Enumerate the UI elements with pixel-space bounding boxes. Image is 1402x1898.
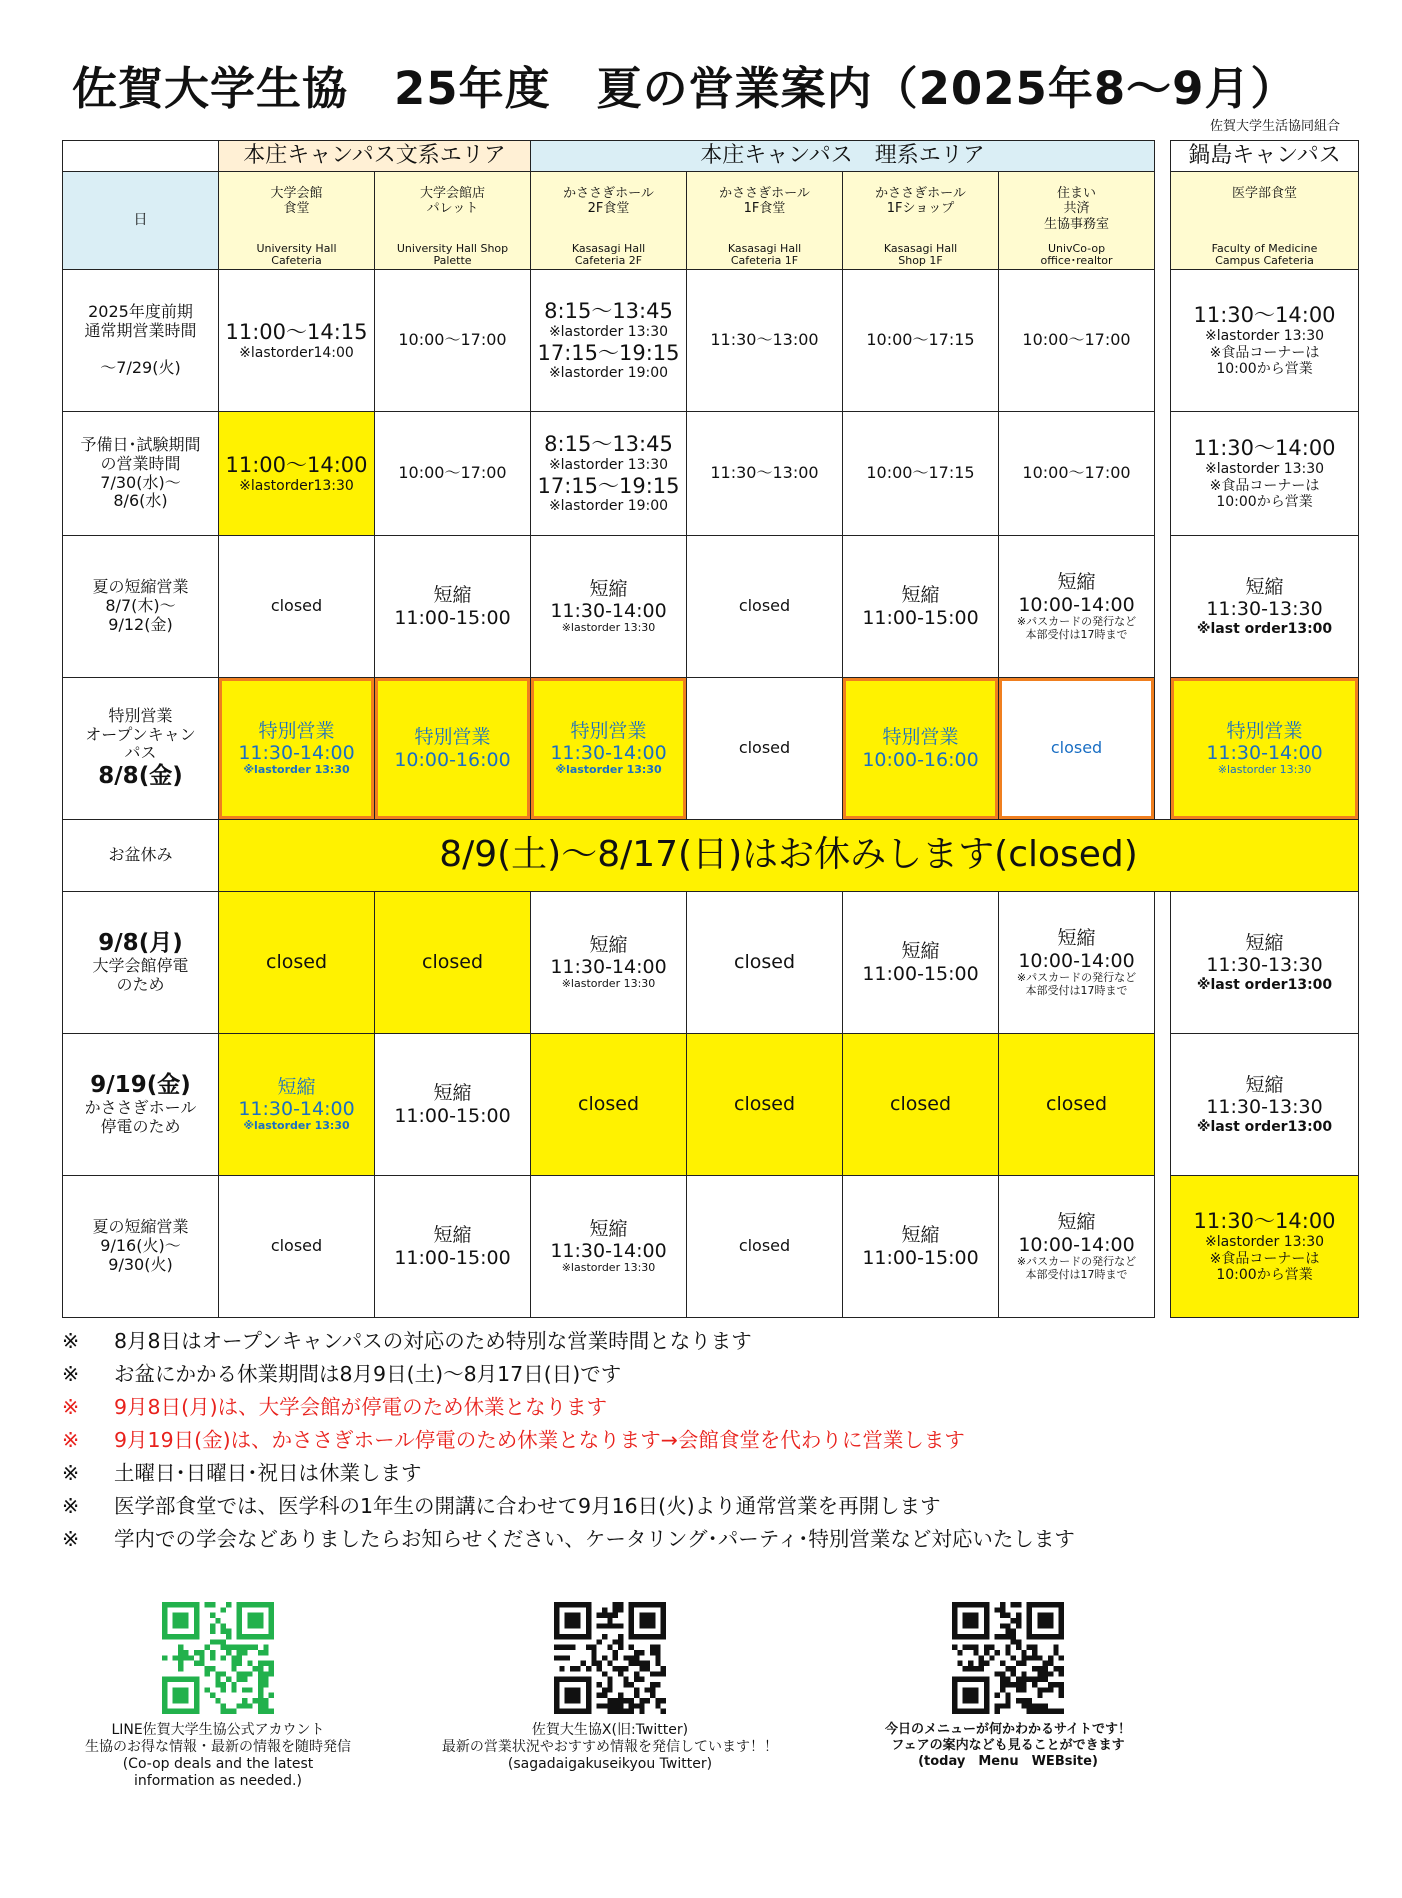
location-header-row xyxy=(63,172,1359,270)
schedule-cell xyxy=(375,412,531,536)
row-label-line: かささぎホール xyxy=(84,1098,197,1118)
schedule-cell xyxy=(531,1176,687,1318)
schedule-cell xyxy=(1171,892,1359,1034)
row-label xyxy=(63,536,219,678)
cell-value: closed xyxy=(578,1093,639,1116)
row-label-line: オープンキャン xyxy=(85,724,196,744)
cell-line: 11:30-14:00 xyxy=(550,742,667,765)
location-name-en: University Hall Cafeteria xyxy=(256,241,337,267)
row-label: お盆休み xyxy=(63,820,219,892)
row-label-line: 9/12(金) xyxy=(108,614,173,634)
cell-line: ※last order13:00 xyxy=(1196,976,1333,993)
cell-line: 特別営業 xyxy=(882,726,959,749)
note-text: 学内での学会などありましたらお知らせください、ケータリング･パーティ･特別営業など対応いたします xyxy=(114,1527,1075,1551)
note-text: 8月8日はオープンキャンパスの対応のため特別な営業時間となります xyxy=(114,1329,752,1353)
qr-caption-line: (Co-op deals and the latest xyxy=(122,1756,314,1773)
schedule-cell xyxy=(219,892,375,1034)
schedule-cell xyxy=(843,1034,999,1176)
loc-header xyxy=(531,172,687,270)
schedule-cell xyxy=(531,678,687,820)
note-mark: ※ xyxy=(62,1395,80,1419)
cell-line: ※lastorder 19:00 xyxy=(548,498,669,515)
note-text: 9月8日(月)は、大学会館が停電のため休業となります xyxy=(114,1395,608,1419)
note-mark: ※ xyxy=(62,1494,80,1518)
schedule-cell xyxy=(999,892,1155,1034)
qr-caption-line: (sagadaigakuseikyou Twitter) xyxy=(507,1756,713,1773)
date-header: 日 xyxy=(63,172,219,270)
qr-menu-website xyxy=(856,1602,1160,1770)
cell-line: 11:30～14:00 xyxy=(1193,1209,1336,1234)
row-sep19 xyxy=(63,1034,1359,1176)
schedule-cell xyxy=(219,678,375,820)
cell-line: 10:00から営業 xyxy=(1216,494,1313,511)
cell-line: ※lastorder 13:30 xyxy=(548,323,669,340)
note-text: 医学部食堂では、医学科の1年生の開講に合わせて9月16日(火)より通常営業を再開します xyxy=(114,1494,941,1518)
schedule-cell xyxy=(999,412,1155,536)
schedule-cell xyxy=(999,1176,1155,1318)
menu-web-qr-icon[interactable] xyxy=(952,1602,1064,1714)
schedule-cell xyxy=(687,270,843,412)
cell-line: 10:00-14:00 xyxy=(1018,593,1135,616)
cell-line: ※lastorder 13:30 xyxy=(555,763,662,777)
row-label-line: 夏の短縮営業 xyxy=(92,577,189,597)
cell-line: 11:30-14:00 xyxy=(550,956,667,979)
schedule-cell xyxy=(1171,1176,1359,1318)
cell-line: 11:30-14:00 xyxy=(1206,742,1323,765)
schedule-cell xyxy=(843,412,999,536)
note-mark: ※ xyxy=(62,1428,80,1452)
cell-value: closed xyxy=(270,596,323,616)
cell-line: ※lastorder14:00 xyxy=(239,344,354,361)
cell-value: closed xyxy=(1050,738,1103,758)
note-item xyxy=(62,1523,1075,1556)
cell-line: 11:30～14:00 xyxy=(1193,436,1336,461)
cell-line: 11:00～14:15 xyxy=(225,319,368,344)
schedule-cell xyxy=(687,678,843,820)
row-label-line: 9/16(火)～ xyxy=(100,1236,181,1256)
cell-line: 11:30-14:00 xyxy=(550,600,667,623)
location-name-en: Kasasagi Hall Cafeteria 2F xyxy=(571,241,646,267)
row-label xyxy=(63,1034,219,1176)
cell-line: 17:15～19:15 xyxy=(537,473,680,498)
twitter-qr-icon[interactable] xyxy=(554,1602,666,1714)
qr-caption-line: 生協のお得な情報・最新の情報を随時発信 xyxy=(85,1739,351,1756)
row-open-campus xyxy=(63,678,1359,820)
cell-line: 11:30～14:00 xyxy=(1193,303,1336,328)
cell-line: 11:30-14:00 xyxy=(238,742,355,765)
cell-line: 10:00-14:00 xyxy=(1018,949,1135,972)
schedule-cell xyxy=(531,270,687,412)
row-exam xyxy=(63,412,1359,536)
cell-line: 短縮 xyxy=(901,584,940,607)
cell-line: 短縮 xyxy=(1057,927,1096,950)
schedule-cell xyxy=(219,1176,375,1318)
note-text: お盆にかかる休業期間は8月9日(土)～8月17日(日)です xyxy=(114,1362,622,1386)
row-label xyxy=(63,678,219,820)
cell-line: 10:00-16:00 xyxy=(394,748,511,771)
row-summer-short-1 xyxy=(63,536,1359,678)
location-name-en: Kasasagi Hall Shop 1F xyxy=(883,241,958,267)
schedule-cell xyxy=(219,536,375,678)
cell-line: ※lastorder 13:30 xyxy=(561,621,656,635)
schedule-cell xyxy=(1171,412,1359,536)
cell-line: 本部受付は17時まで xyxy=(1025,1267,1128,1281)
cell-value: 10:00～17:00 xyxy=(398,463,507,483)
obon-closed-banner: 8/9(土)～8/17(日)はお休みします(closed) xyxy=(219,820,1359,892)
row-label-line: 特別営業 xyxy=(108,705,173,725)
cell-value: closed xyxy=(1046,1093,1108,1116)
schedule-cell xyxy=(843,678,999,820)
schedule-cell xyxy=(531,1034,687,1176)
location-name-en: UnivCo-op office･realtor xyxy=(1040,241,1113,267)
qr-caption-line: LINE佐賀大学生協公式アカウント xyxy=(111,1722,325,1738)
schedule-cell xyxy=(219,412,375,536)
schedule-cell xyxy=(999,678,1155,820)
schedule-cell xyxy=(687,536,843,678)
schedule-cell xyxy=(843,892,999,1034)
cell-line: ※lastorder 13:30 xyxy=(1204,328,1325,345)
cell-line: 短縮 xyxy=(589,1217,628,1240)
row-label-line: 9/19(金) xyxy=(90,1072,191,1099)
row-label-line: 7/30(水)～ xyxy=(100,472,181,492)
cell-line: 短縮 xyxy=(589,933,628,956)
row-label xyxy=(63,270,219,412)
schedule-cell xyxy=(999,1034,1155,1176)
qr-caption-line: 今日のメニューが何かわかるサイトです！ xyxy=(884,1722,1132,1737)
location-name-en: Kasasagi Hall Cafeteria 1F xyxy=(727,241,802,267)
cell-line: ※lastorder 13:30 xyxy=(1217,763,1312,777)
row-label xyxy=(63,1176,219,1318)
schedule-table xyxy=(62,140,1359,1318)
cell-line: 11:30-13:30 xyxy=(1206,1096,1323,1119)
cell-line: 短縮 xyxy=(589,577,628,600)
cell-line: 短縮 xyxy=(1245,931,1284,954)
row-label-line: 8/7(木)～ xyxy=(105,596,176,616)
cell-line: 11:00-15:00 xyxy=(862,1246,979,1269)
page-title: 佐賀大学生協 25年度 夏の営業案内（2025年8～9月） xyxy=(72,62,1297,115)
row-label-line: パス xyxy=(124,743,157,763)
row-label-line: 通常期営業時間 xyxy=(84,320,197,340)
loc-header xyxy=(375,172,531,270)
cell-line: 11:30-13:30 xyxy=(1206,954,1323,977)
location-name: 大学会館 食堂 xyxy=(270,186,323,217)
location-name-en: Faculty of Medicine Campus Cafeteria xyxy=(1211,241,1318,267)
cell-value: closed xyxy=(266,951,327,974)
cell-line: ※lastorder 13:30 xyxy=(548,456,669,473)
row-label-line: 予備日･試験期間 xyxy=(80,434,201,454)
cell-line: 11:30-14:00 xyxy=(550,1240,667,1263)
note-text: 土曜日･日曜日･祝日は休業します xyxy=(114,1461,422,1485)
cell-line: ※パスカードの発行など xyxy=(1016,970,1137,984)
loc-header xyxy=(687,172,843,270)
cell-line: 11:00-15:00 xyxy=(862,962,979,985)
row-label-line: 停電のため xyxy=(100,1117,181,1137)
note-item xyxy=(62,1424,1075,1457)
row-label-line: 夏の短縮営業 xyxy=(92,1217,189,1237)
notes-list xyxy=(62,1325,1075,1556)
row-label-line: 9/30(火) xyxy=(108,1254,173,1274)
cell-line: 本部受付は17時まで xyxy=(1025,983,1128,997)
cell-value: 10:00～17:00 xyxy=(1022,330,1131,350)
area-header-blank xyxy=(63,141,219,172)
cell-line: ※パスカードの発行など xyxy=(1016,1254,1137,1268)
cell-value: closed xyxy=(738,596,791,616)
cell-value: closed xyxy=(734,951,795,974)
qr-caption-line: information as needed.) xyxy=(134,1773,302,1790)
cell-value: 11:30～13:00 xyxy=(710,330,819,350)
cell-line: 短縮 xyxy=(1057,1211,1096,1234)
cell-line: 短縮 xyxy=(901,940,940,963)
cell-line: 11:00-15:00 xyxy=(394,606,511,629)
location-name: かささぎホール 1Fショップ xyxy=(875,186,966,217)
cell-line: ※パスカードの発行など xyxy=(1016,614,1137,628)
schedule-cell xyxy=(531,412,687,536)
cell-line: ※last order13:00 xyxy=(1196,1118,1333,1135)
loc-header xyxy=(1171,172,1359,270)
row-obon xyxy=(63,820,1359,892)
cell-line: 10:00-16:00 xyxy=(862,748,979,771)
row-label-line xyxy=(65,341,216,360)
row-summer-short-2 xyxy=(63,1176,1359,1318)
qr-line xyxy=(66,1602,370,1790)
schedule-cell xyxy=(531,536,687,678)
row-label xyxy=(63,412,219,536)
note-item xyxy=(62,1490,1075,1523)
row-label-line: のため xyxy=(116,975,165,995)
note-item xyxy=(62,1457,1075,1490)
note-mark: ※ xyxy=(62,1461,80,1485)
schedule-cell xyxy=(375,678,531,820)
schedule-cell xyxy=(1171,678,1359,820)
cell-line: 短縮 xyxy=(901,1224,940,1247)
cell-line: ※lastorder 19:00 xyxy=(548,365,669,382)
cell-line: 特別営業 xyxy=(258,719,335,742)
cell-line: 10:00-14:00 xyxy=(1018,1233,1135,1256)
location-name: 住まい 共済 生協事務室 xyxy=(1044,186,1110,232)
area-rikei: 本庄キャンパス 理系エリア xyxy=(531,141,1155,172)
note-text: 9月19日(金)は、かささぎホール停電のため休業となります→会館食堂を代わりに営業します xyxy=(114,1428,965,1452)
cell-line: 11:00-15:00 xyxy=(862,606,979,629)
note-item xyxy=(62,1358,1075,1391)
cell-line: ※食品コーナーは xyxy=(1209,344,1320,361)
schedule-cell xyxy=(687,1034,843,1176)
cell-line: ※lastorder 13:30 xyxy=(243,763,350,777)
cell-line: ※lastorder 13:30 xyxy=(561,977,656,991)
location-name: 医学部食堂 xyxy=(1232,186,1298,201)
row-label xyxy=(63,892,219,1034)
cell-line: 短縮 xyxy=(277,1075,316,1098)
cell-line: 短縮 xyxy=(433,1082,472,1105)
cell-line: 特別営業 xyxy=(414,726,491,749)
loc-header xyxy=(999,172,1155,270)
cell-value: 10:00～17:00 xyxy=(1022,463,1131,483)
schedule-cell xyxy=(219,270,375,412)
schedule-cell xyxy=(687,1176,843,1318)
note-mark: ※ xyxy=(62,1362,80,1386)
schedule-cell xyxy=(999,270,1155,412)
cell-line: ※lastorder 13:30 xyxy=(243,1119,350,1133)
location-name: かささぎホール 1F食堂 xyxy=(719,186,810,217)
cell-line: ※lastorder 13:30 xyxy=(1204,461,1325,478)
row-label-line: の営業時間 xyxy=(100,453,181,473)
schedule-cell xyxy=(375,270,531,412)
row-label-line: 2025年度前期 xyxy=(88,301,193,321)
location-name: かささぎホール 2F食堂 xyxy=(563,186,654,217)
qr-caption-line: フェアの案内なども見ることができます xyxy=(891,1737,1125,1753)
row-regular xyxy=(63,270,1359,412)
cell-value: closed xyxy=(890,1093,951,1116)
schedule-cell xyxy=(843,536,999,678)
cell-line: ※lastorder13:30 xyxy=(239,477,354,494)
cell-value: closed xyxy=(734,1093,795,1116)
schedule-cell xyxy=(843,1176,999,1318)
area-header-row xyxy=(63,141,1359,172)
cell-line: 短縮 xyxy=(433,584,472,607)
schedule-cell xyxy=(687,892,843,1034)
cell-value: closed xyxy=(270,1236,323,1256)
cell-value: closed xyxy=(738,1236,791,1256)
schedule-cell xyxy=(375,892,531,1034)
cell-line: 10:00から営業 xyxy=(1216,1267,1313,1284)
area-bunkei: 本庄キャンパス文系エリア xyxy=(219,141,531,172)
cell-line: 11:00-15:00 xyxy=(394,1246,511,1269)
row-label-line: 9/8(月) xyxy=(98,930,183,957)
cell-line: ※食品コーナーは xyxy=(1209,1250,1320,1267)
schedule-cell xyxy=(1171,270,1359,412)
cell-line: 11:30-13:30 xyxy=(1206,598,1323,621)
cell-line: ※食品コーナーは xyxy=(1209,477,1320,494)
location-name-en: University Hall Shop Palette xyxy=(396,241,509,267)
cell-line: 10:00から営業 xyxy=(1216,361,1313,378)
cell-line: ※last order13:00 xyxy=(1196,620,1333,637)
cell-line: 短縮 xyxy=(1057,571,1096,594)
cell-line: 11:00-15:00 xyxy=(394,1104,511,1127)
schedule-cell xyxy=(531,892,687,1034)
cell-line: 8:15～13:45 xyxy=(544,299,673,324)
note-item xyxy=(62,1325,1075,1358)
area-nabeshima: 鍋島キャンパス xyxy=(1171,141,1359,172)
schedule-cell xyxy=(1171,1034,1359,1176)
cell-line: 短縮 xyxy=(1245,1073,1284,1096)
cell-value: closed xyxy=(738,738,791,758)
note-mark: ※ xyxy=(62,1527,80,1551)
publisher-name: 佐賀大学生活協同組合 xyxy=(1209,119,1340,134)
qr-twitter xyxy=(420,1602,800,1773)
cell-line: 特別営業 xyxy=(570,719,647,742)
schedule-cell xyxy=(1171,536,1359,678)
schedule-cell xyxy=(375,536,531,678)
row-label-line: ～7/29(火) xyxy=(100,358,181,378)
location-name: 大学会館店 パレット xyxy=(419,186,485,217)
schedule-cell xyxy=(375,1176,531,1318)
note-mark: ※ xyxy=(62,1329,80,1353)
row-sep8 xyxy=(63,892,1359,1034)
cell-line: 短縮 xyxy=(433,1224,472,1247)
cell-line: 特別営業 xyxy=(1226,719,1303,742)
schedule-cell xyxy=(687,412,843,536)
schedule-cell xyxy=(219,1034,375,1176)
qr-caption-line: (today Menu WEBsite) xyxy=(918,1753,1098,1769)
cell-value: 10:00～17:15 xyxy=(866,463,975,483)
cell-line: ※lastorder 13:30 xyxy=(561,1261,656,1275)
cell-value: closed xyxy=(422,951,483,974)
loc-header xyxy=(843,172,999,270)
schedule-cell xyxy=(999,536,1155,678)
cell-line: 短縮 xyxy=(1245,575,1284,598)
cell-line: 本部受付は17時まで xyxy=(1025,627,1128,641)
cell-line: 17:15～19:15 xyxy=(537,340,680,365)
cell-value: 11:30～13:00 xyxy=(710,463,819,483)
cell-line: 8:15～13:45 xyxy=(544,432,673,457)
row-label-line: 大学会館停電 xyxy=(92,956,189,976)
line-qr-icon[interactable] xyxy=(162,1602,274,1714)
cell-line: 11:00～14:00 xyxy=(225,452,368,477)
cell-line: ※lastorder 13:30 xyxy=(1204,1234,1325,1251)
cell-value: 10:00～17:00 xyxy=(398,330,507,350)
schedule-cell xyxy=(375,1034,531,1176)
qr-caption-line: 佐賀大生協X(旧:Twitter) xyxy=(531,1722,689,1738)
loc-header xyxy=(219,172,375,270)
row-label-line: 8/6(水) xyxy=(113,491,168,511)
schedule-cell xyxy=(843,270,999,412)
cell-line: 11:30-14:00 xyxy=(238,1098,355,1121)
note-item xyxy=(62,1391,1075,1424)
row-label-line: 8/8(金) xyxy=(98,763,183,790)
cell-value: 10:00～17:15 xyxy=(866,330,975,350)
qr-caption-line: 最新の営業状況やおすすめ情報を発信しています！！ xyxy=(441,1739,779,1756)
